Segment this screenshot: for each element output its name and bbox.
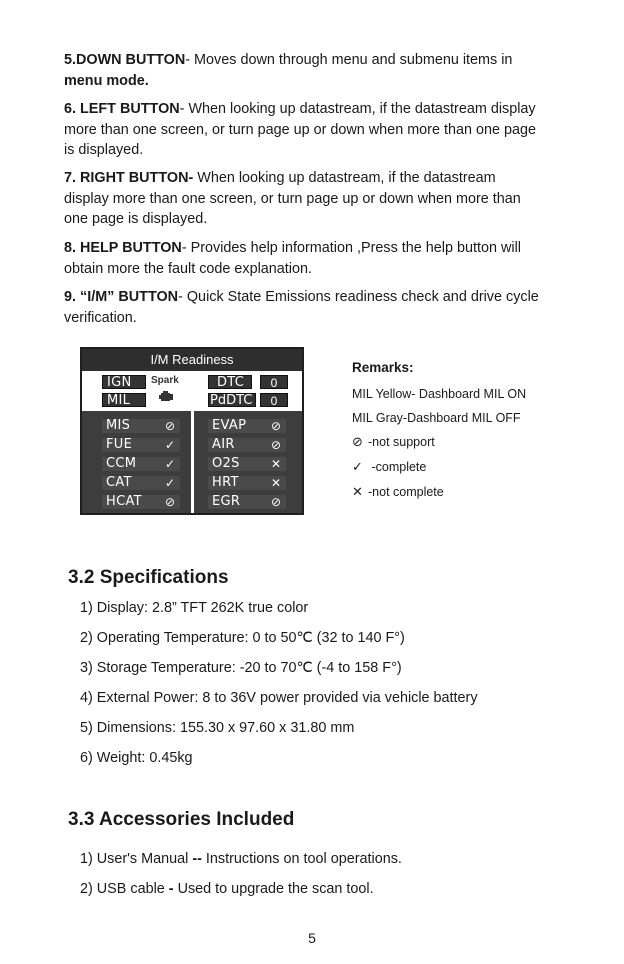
monitor-right-1 [208, 438, 286, 452]
ign-text: IGN [107, 375, 132, 390]
right-button-title: 7. RIGHT BUTTON- [64, 170, 194, 186]
monitor-left-0 [102, 419, 180, 433]
monitor-label: AIR [212, 437, 235, 452]
monitor-status-icon: ✓ [164, 457, 175, 471]
monitor-status-icon: ✕ [270, 476, 281, 490]
left-button-title: 6. LEFT BUTTON [64, 101, 180, 117]
monitor-label: CCM [106, 456, 137, 471]
pddtc-text: PdDTC [210, 393, 253, 408]
accessory-separator: - [164, 881, 178, 897]
monitor-status-icon: ✓ [164, 438, 175, 452]
mil-label [102, 393, 146, 407]
monitor-label: HRT [212, 475, 239, 490]
monitor-right-3 [208, 476, 286, 490]
left-button-desc [64, 99, 564, 161]
monitor-right-2 [208, 457, 286, 471]
legend-not-complete [352, 484, 592, 501]
accessory-desc: Instructions on tool operations. [205, 851, 402, 867]
screen-divider [191, 411, 194, 513]
accessory-label: 1) User's Manual [80, 851, 189, 867]
monitor-label: MIS [106, 418, 131, 433]
spark-label: Spark [151, 375, 179, 386]
monitor-left-1 [102, 438, 180, 452]
right-button-text-3: one page is displayed. [64, 211, 208, 227]
monitor-left-2 [102, 457, 180, 471]
im-button-desc [64, 287, 564, 328]
down-button-title: 5.DOWN BUTTON [64, 52, 186, 68]
remarks-title: Remarks: [352, 360, 414, 375]
help-button-desc [64, 238, 564, 279]
monitor-label: HCAT [106, 494, 142, 509]
spec-item: 1) Display: 2.8” TFT 262K true color [80, 600, 309, 616]
dtc-text: DTC [217, 375, 245, 390]
left-button-text-3: is displayed. [64, 142, 144, 158]
right-button-desc [64, 168, 564, 230]
help-button-text-2: obtain more the fault code explanation. [64, 260, 313, 277]
im-readiness-screen [80, 347, 304, 515]
monitor-left-3 [102, 476, 180, 490]
monitor-right-0 [208, 419, 286, 433]
spec-item: 6) Weight: 0.45kg [80, 750, 193, 766]
spec-item: 3) Storage Temperature: -20 to 70℃ (-4 to 158 F°) [80, 660, 402, 676]
specifications-heading: 3.2 Specifications [68, 567, 229, 588]
left-button-text-2: more than one screen, or turn page up or down when more than one page [64, 121, 537, 138]
monitor-status-icon: ⊘ [270, 419, 281, 433]
mil-text: MIL [107, 393, 131, 408]
legend-not-support [352, 434, 592, 451]
accessory-label: 2) USB cable [80, 881, 165, 897]
spec-item: 2) Operating Temperature: 0 to 50℃ (32 to 140 F°) [80, 630, 405, 646]
accessory-item [80, 881, 600, 897]
monitor-label: O2S [212, 456, 240, 471]
monitor-right-4 [208, 495, 286, 509]
down-button-desc [64, 50, 564, 91]
remark-mil-gray: MIL Gray-Dashboard MIL OFF [352, 411, 521, 425]
dtc-label [208, 375, 252, 389]
monitor-status-icon: ✕ [270, 457, 281, 471]
left-button-text: - When looking up datastream, if the datastream display [179, 101, 536, 117]
ign-label [102, 375, 146, 389]
monitor-label: EGR [212, 494, 241, 509]
monitor-status-icon: ⊘ [270, 438, 281, 452]
accessory-desc: Used to upgrade the scan tool. [177, 881, 374, 897]
help-button-title: 8. HELP BUTTON [64, 240, 182, 256]
legend-not-complete-text: -not complete [368, 485, 444, 499]
accessories-heading: 3.3 Accessories Included [68, 809, 295, 830]
pddtc-value: 0 [260, 393, 288, 407]
remark-mil-yellow: MIL Yellow- Dashboard MIL ON [352, 387, 527, 401]
monitor-status-icon: ⊘ [164, 419, 175, 433]
page-number: 5 [308, 930, 316, 946]
monitor-status-icon: ✓ [164, 476, 175, 490]
im-button-title: 9. “I/M” BUTTON [64, 289, 179, 305]
accessory-separator: -- [188, 851, 206, 867]
cross-icon: ✕ [352, 485, 363, 500]
dtc-value: 0 [260, 375, 288, 389]
accessory-item [80, 851, 600, 867]
legend-complete-text: -complete [368, 460, 427, 474]
monitor-label: CAT [106, 475, 132, 490]
legend-not-support-text: -not support [368, 435, 435, 449]
down-button-text: - Moves down through menu and submenu items in [185, 52, 513, 68]
monitor-label: EVAP [212, 418, 247, 433]
right-button-text: When looking up datastream, if the datastream [193, 170, 496, 186]
engine-icon [158, 391, 174, 403]
spec-item: 4) External Power: 8 to 36V power provided via vehicle battery [80, 690, 478, 706]
legend-complete [352, 459, 592, 476]
help-button-text: - Provides help information ,Press the help button will [181, 240, 521, 256]
down-button-text-2: menu mode. [64, 72, 149, 89]
im-button-text: - Quick State Emissions readiness check and drive cycle [178, 289, 539, 305]
right-button-text-2: display more than one screen, or turn page up or down when more than [64, 190, 521, 207]
screen-title: I/M Readiness [82, 349, 302, 371]
monitor-left-4 [102, 495, 180, 509]
im-button-text-2: verification. [64, 309, 137, 326]
monitor-label: FUE [106, 437, 133, 452]
monitor-status-icon: ⊘ [270, 495, 281, 509]
monitor-status-icon: ⊘ [164, 495, 175, 509]
check-icon: ✓ [352, 460, 363, 475]
not-support-icon: ⊘ [352, 435, 363, 450]
spec-item: 5) Dimensions: 155.30 x 97.60 x 31.80 mm [80, 720, 355, 736]
pddtc-label [208, 393, 256, 407]
